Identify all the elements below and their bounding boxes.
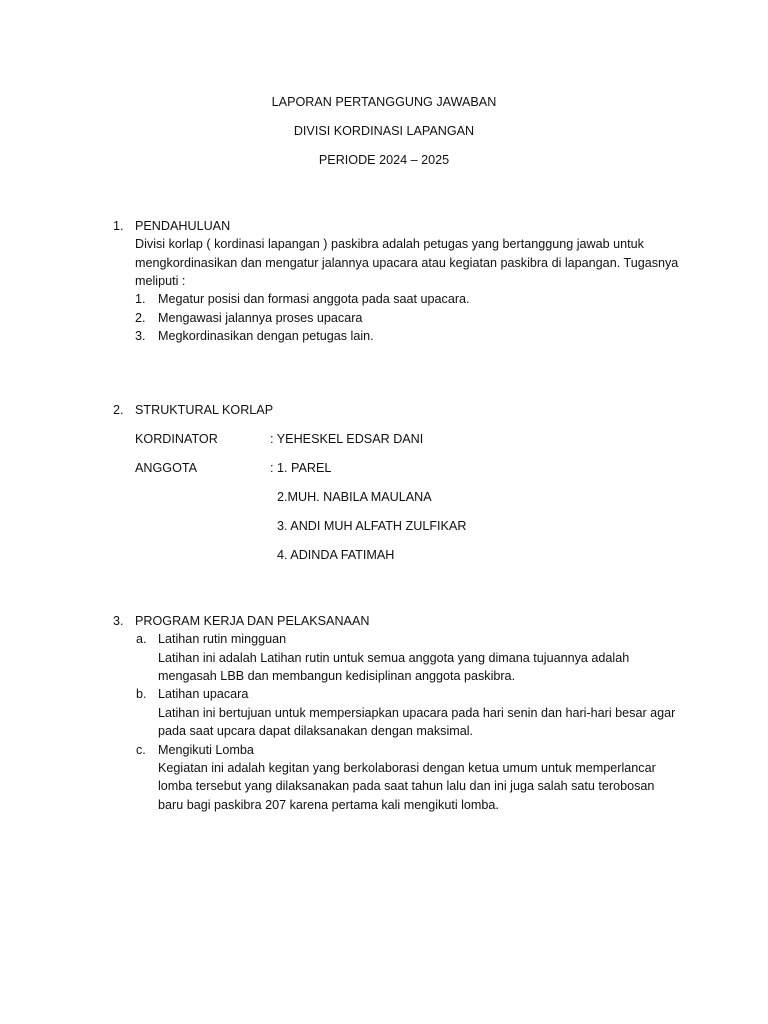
- program-letter: a.: [136, 632, 147, 646]
- section1-paragraph-line: mengkordinasikan dan mengatur jalannya upacara atau kegiatan paskibra di lapangan. Tugasnya: [135, 256, 679, 270]
- section1-paragraph-line: meliputi :: [135, 274, 186, 288]
- program-description-line: baru bagi paskibra 207 karena pertama kali mengikuti lomba.: [158, 798, 499, 812]
- section3-heading: PROGRAM KERJA DAN PELAKSANAAN: [135, 614, 370, 628]
- report-title: LAPORAN PERTANGGUNG JAWABAN: [271, 95, 497, 109]
- division-title: DIVISI KORDINASI LAPANGAN: [293, 124, 475, 138]
- coordinator-label: KORDINATOR: [135, 432, 218, 446]
- member-name: 4. ADINDA FATIMAH: [277, 548, 395, 562]
- list-item: Megatur posisi dan formasi anggota pada saat upacara.: [158, 292, 470, 306]
- section3-number: 3.: [113, 614, 124, 628]
- program-description-line: Latihan ini bertujuan untuk mempersiapkan upacara pada hari senin dan hari-hari besar agar: [158, 706, 676, 720]
- program-description-line: lomba tersebut yang dilaksanakan pada saat tahun lalu dan ini juga salah satu terobosan: [158, 779, 655, 793]
- program-description-line: mengasah LBB dan membangun kedisiplinan anggota paskibra.: [158, 669, 516, 683]
- period-title: PERIODE 2024 – 2025: [318, 153, 450, 167]
- list-item-number: 3.: [135, 329, 146, 343]
- program-title: Latihan rutin mingguan: [158, 632, 287, 646]
- list-item-number: 1.: [135, 292, 146, 306]
- list-item: Megkordinasikan dengan petugas lain.: [158, 329, 374, 343]
- member-name: 2.MUH. NABILA MAULANA: [277, 490, 432, 504]
- program-description-line: Latihan ini adalah Latihan rutin untuk semua anggota yang dimana tujuannya adalah: [158, 651, 630, 665]
- program-letter: b.: [136, 687, 147, 701]
- member-name: 3. ANDI MUH ALFATH ZULFIKAR: [277, 519, 467, 533]
- program-description-line: Kegiatan ini adalah kegitan yang berkolaborasi dengan ketua umum untuk memperlancar: [158, 761, 656, 775]
- program-letter: c.: [136, 743, 146, 757]
- member-name: : 1. PAREL: [270, 461, 332, 475]
- list-item: Mengawasi jalannya proses upacara: [158, 311, 363, 325]
- program-title: Mengikuti Lomba: [158, 743, 254, 757]
- members-label: ANGGOTA: [135, 461, 198, 475]
- section2-number: 2.: [113, 403, 124, 417]
- list-item-number: 2.: [135, 311, 146, 325]
- coordinator-value: : YEHESKEL EDSAR DANI: [270, 432, 424, 446]
- section2-heading: STRUKTURAL KORLAP: [135, 403, 274, 417]
- program-description-line: pada saat upcara dapat dilaksanakan dengan maksimal.: [158, 724, 474, 738]
- section1-heading: PENDAHULUAN: [135, 219, 231, 233]
- section1-paragraph-line: Divisi korlap ( kordinasi lapangan ) paskibra adalah petugas yang bertanggung jawab untuk: [135, 237, 644, 251]
- program-title: Latihan upacara: [158, 687, 249, 701]
- section1-number: 1.: [113, 219, 124, 233]
